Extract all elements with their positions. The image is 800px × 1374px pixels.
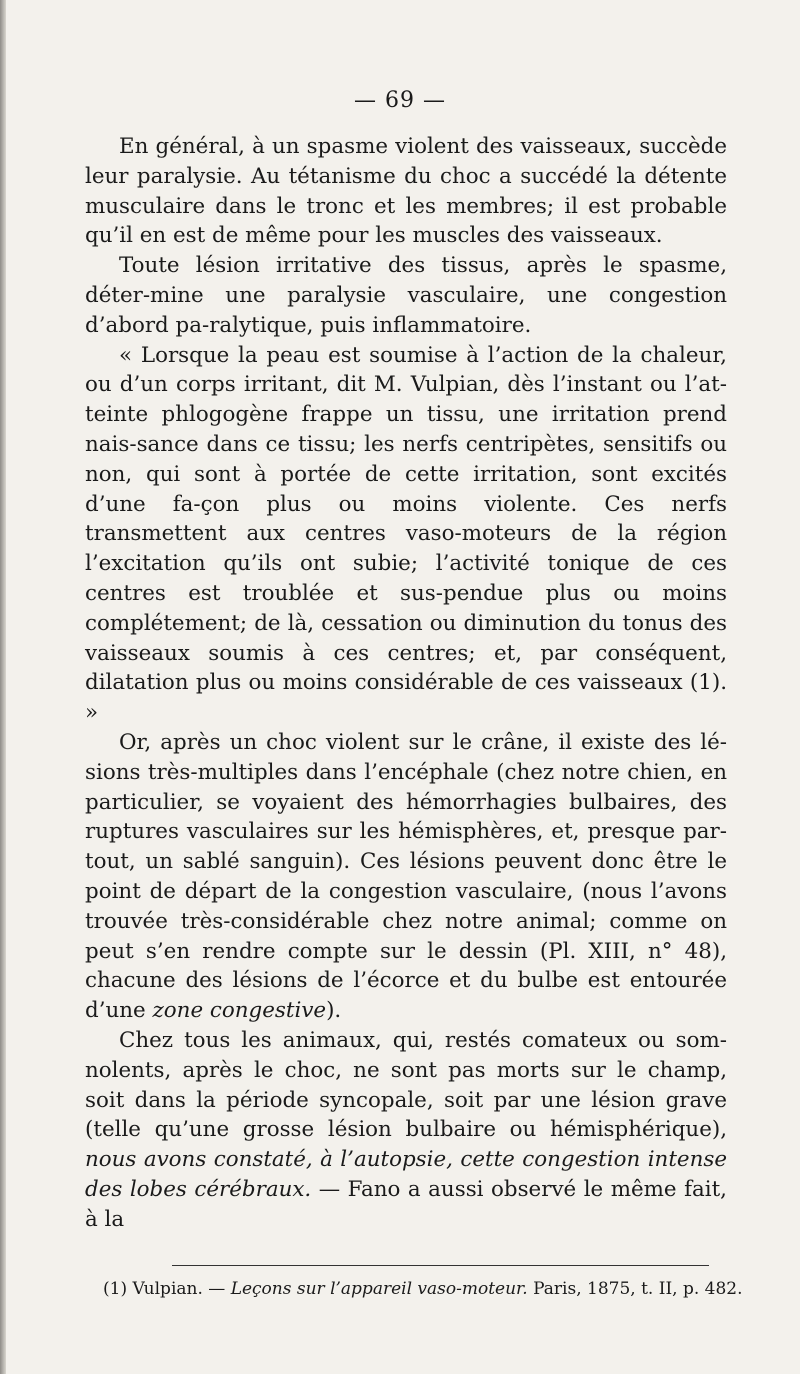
paragraph-4-text: Or, après un choc violent sur le crâne, il existe des lé-sions très-multiples dans l’encéphale (chez notre chien, en particulier, se voyaient des hémorrhagies bulbaires, des ruptures vasculaires sur les hémisphères, et, presque par-tout, un sablé sanguin). Ces lésions peuvent donc être le point de départ de la congestion vasculaire, (nous l’avons trouvée très-considérable chez notre animal; comme on peut s’en rendre compte sur le dessin (Pl. XIII, n° 48), chacune des lésions de l’écorce et du bulbe est entourée d’une <box>85 729 727 1024</box>
paragraph-3-quote: « Lorsque la peau est soumise à l’action de la chaleur, ou d’un corps irritant, dit M. Vulpian, dès l’instant ou l’at-teinte phlogogène frappe un tissu, une irritation prend nais-sance dans ce tissu; les nerfs centripètes, sensitifs ou non, qui sont à portée de cette irritation, sont excités d’une fa-çon plus ou moins violente. Ces nerfs transmettent aux centres vaso-moteurs de la région l’excitation qu’ils ont subie; l’activité tonique de ces centres est troublée et sus-pendue plus ou moins complétement; de là, cessation ou diminution du tonus des vaisseaux soumis à ces centres; et, par conséquent, dilatation plus ou moins considérable de ces vaisseaux (1). » <box>85 342 727 726</box>
paragraph-5-text: Chez tous les animaux, qui, restés comateux ou som-nolents, après le choc, ne sont pas morts sur le champ, soit dans la période syncopale, soit par une lésion grave (telle qu’une grosse lésion bulbaire ou hémisphérique), <box>85 1027 727 1143</box>
footnote-divider <box>172 1265 709 1266</box>
footnote-details: Paris, 1875, t. II, p. 482. <box>533 1279 743 1299</box>
paragraph-4-end: ). <box>326 998 342 1024</box>
paragraph-5-italic: nous avons constaté, à l’autopsie, cette congestion intense des lobes cérébraux. <box>85 1147 727 1202</box>
paragraph-4-italic: zone congestive <box>152 998 327 1024</box>
paragraph-2: Toute lésion irritative des tissus, après le spasme, déter-mine une paralysie vasculaire, une congestion d’abord pa-ralytique, puis inflammatoire. <box>85 253 727 338</box>
paragraph-5-end: — Fano a aussi observé le même fait, à la <box>85 1176 727 1232</box>
paragraph-4 <box>85 728 727 1026</box>
page-number: — 69 — <box>354 88 446 113</box>
footnote <box>103 1278 743 1300</box>
paragraph-5 <box>85 1026 727 1235</box>
paragraph-1: En général, à un spasme violent des vaisseaux, succède leur paralysie. Au tétanisme du choc a succédé la détente musculaire dans le tronc et les membres; il est probable qu’il en est de même pour les muscles des vaisseaux. <box>85 134 727 249</box>
footnote-marker: (1) Vulpian. — <box>103 1279 226 1299</box>
footnote-title: Leçons sur l’appareil vaso-moteur. <box>230 1279 528 1299</box>
page-edge-shadow <box>0 0 6 1374</box>
body-text <box>85 132 727 1234</box>
